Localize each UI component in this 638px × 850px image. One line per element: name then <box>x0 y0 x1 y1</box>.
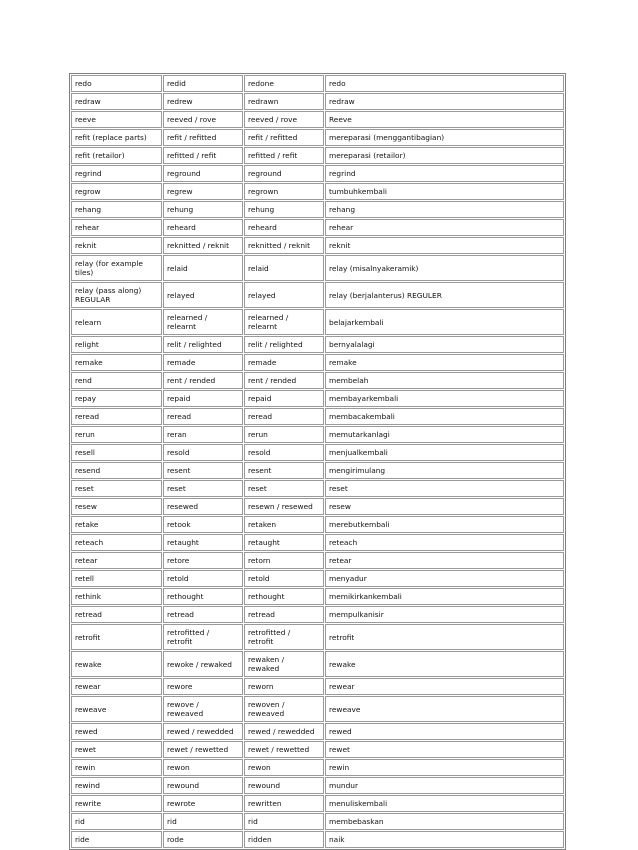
meaning-cell: rehear <box>325 219 564 236</box>
base-form-cell: rewet <box>71 741 162 758</box>
meaning-cell: resew <box>325 498 564 515</box>
past-tense-cell: remade <box>163 354 243 371</box>
past-participle-cell: rerun <box>244 426 324 443</box>
past-participle-cell: resold <box>244 444 324 461</box>
past-tense-cell: redrew <box>163 93 243 110</box>
base-form-cell: rewake <box>71 651 162 677</box>
table-row <box>71 831 564 848</box>
table-row <box>71 390 564 407</box>
past-tense-cell: rethought <box>163 588 243 605</box>
table-row <box>71 624 564 650</box>
base-form-cell: redo <box>71 75 162 92</box>
past-participle-cell: retold <box>244 570 324 587</box>
base-form-cell: resew <box>71 498 162 515</box>
past-tense-cell: retook <box>163 516 243 533</box>
meaning-cell: mereparasi (menggantibagian) <box>325 129 564 146</box>
past-participle-cell: rewon <box>244 759 324 776</box>
past-participle-cell: reset <box>244 480 324 497</box>
base-form-cell: rend <box>71 372 162 389</box>
table-row <box>71 372 564 389</box>
base-form-cell: relay (pass along) REGULAR <box>71 282 162 308</box>
past-tense-cell: rehung <box>163 201 243 218</box>
past-participle-cell: rewritten <box>244 795 324 812</box>
past-participle-cell: reknitted / reknit <box>244 237 324 254</box>
past-participle-cell: reeved / rove <box>244 111 324 128</box>
meaning-cell: Reeve <box>325 111 564 128</box>
past-tense-cell: rewove / reweaved <box>163 696 243 722</box>
base-form-cell: rewed <box>71 723 162 740</box>
base-form-cell: rehang <box>71 201 162 218</box>
past-participle-cell: relaid <box>244 255 324 281</box>
table-row <box>71 696 564 722</box>
base-form-cell: rehear <box>71 219 162 236</box>
table-row <box>71 651 564 677</box>
table-row <box>71 147 564 164</box>
past-participle-cell: ridden <box>244 831 324 848</box>
table-row <box>71 795 564 812</box>
table-row <box>71 462 564 479</box>
table-row <box>71 111 564 128</box>
past-tense-cell: rewon <box>163 759 243 776</box>
meaning-cell: mengirimulang <box>325 462 564 479</box>
past-tense-cell: relayed <box>163 282 243 308</box>
meaning-cell: belajarkembali <box>325 309 564 335</box>
past-participle-cell: refit / refitted <box>244 129 324 146</box>
meaning-cell: redo <box>325 75 564 92</box>
verb-table-body <box>71 75 564 848</box>
meaning-cell: bernyalalagi <box>325 336 564 353</box>
past-participle-cell: redone <box>244 75 324 92</box>
meaning-cell: memutarkanlagi <box>325 426 564 443</box>
base-form-cell: repay <box>71 390 162 407</box>
table-row <box>71 678 564 695</box>
past-tense-cell: rewore <box>163 678 243 695</box>
table-row <box>71 408 564 425</box>
past-tense-cell: reknitted / reknit <box>163 237 243 254</box>
meaning-cell: rewet <box>325 741 564 758</box>
meaning-cell: relay (berjalanterus) REGULER <box>325 282 564 308</box>
meaning-cell: reteach <box>325 534 564 551</box>
meaning-cell: reset <box>325 480 564 497</box>
table-row <box>71 498 564 515</box>
past-participle-cell: rewoven / reweaved <box>244 696 324 722</box>
table-row <box>71 723 564 740</box>
past-tense-cell: regrew <box>163 183 243 200</box>
past-tense-cell: rewoke / rewaked <box>163 651 243 677</box>
past-tense-cell: reheard <box>163 219 243 236</box>
past-participle-cell: redrawn <box>244 93 324 110</box>
base-form-cell: reread <box>71 408 162 425</box>
table-row <box>71 741 564 758</box>
base-form-cell: refit (replace parts) <box>71 129 162 146</box>
meaning-cell: membayarkembali <box>325 390 564 407</box>
meaning-cell: menuliskembali <box>325 795 564 812</box>
past-tense-cell: rewed / rewedded <box>163 723 243 740</box>
table-row <box>71 759 564 776</box>
meaning-cell: menyadur <box>325 570 564 587</box>
past-tense-cell: retold <box>163 570 243 587</box>
past-tense-cell: relaid <box>163 255 243 281</box>
table-row <box>71 237 564 254</box>
meaning-cell: menjualkembali <box>325 444 564 461</box>
table-row <box>71 255 564 281</box>
past-tense-cell: reset <box>163 480 243 497</box>
past-tense-cell: rewrote <box>163 795 243 812</box>
past-participle-cell: retaught <box>244 534 324 551</box>
past-tense-cell: reground <box>163 165 243 182</box>
meaning-cell: reknit <box>325 237 564 254</box>
past-tense-cell: reeved / rove <box>163 111 243 128</box>
table-row <box>71 570 564 587</box>
base-form-cell: redraw <box>71 93 162 110</box>
meaning-cell: membacakembali <box>325 408 564 425</box>
base-form-cell: reset <box>71 480 162 497</box>
table-row <box>71 480 564 497</box>
base-form-cell: ride <box>71 831 162 848</box>
past-participle-cell: reread <box>244 408 324 425</box>
past-participle-cell: reheard <box>244 219 324 236</box>
table-row <box>71 444 564 461</box>
table-row <box>71 588 564 605</box>
past-participle-cell: reworn <box>244 678 324 695</box>
irregular-verb-table <box>69 73 566 850</box>
meaning-cell: rewed <box>325 723 564 740</box>
meaning-cell: redraw <box>325 93 564 110</box>
past-participle-cell: reground <box>244 165 324 182</box>
past-tense-cell: relit / relighted <box>163 336 243 353</box>
base-form-cell: retell <box>71 570 162 587</box>
past-participle-cell: rewet / rewetted <box>244 741 324 758</box>
past-tense-cell: rode <box>163 831 243 848</box>
base-form-cell: rewind <box>71 777 162 794</box>
table-row <box>71 534 564 551</box>
table-row <box>71 336 564 353</box>
table-row <box>71 129 564 146</box>
table-row <box>71 309 564 335</box>
past-tense-cell: reread <box>163 408 243 425</box>
meaning-cell: merebutkembali <box>325 516 564 533</box>
past-tense-cell: relearned / relearnt <box>163 309 243 335</box>
past-participle-cell: relearned / relearnt <box>244 309 324 335</box>
table-row <box>71 75 564 92</box>
meaning-cell: relay (misalnyakeramik) <box>325 255 564 281</box>
past-participle-cell: rent / rended <box>244 372 324 389</box>
base-form-cell: retrofit <box>71 624 162 650</box>
base-form-cell: reeve <box>71 111 162 128</box>
base-form-cell: regrind <box>71 165 162 182</box>
meaning-cell: naik <box>325 831 564 848</box>
table-row <box>71 282 564 308</box>
past-tense-cell: retrofitted / retrofit <box>163 624 243 650</box>
base-form-cell: rewear <box>71 678 162 695</box>
past-tense-cell: refitted / refit <box>163 147 243 164</box>
past-tense-cell: resewed <box>163 498 243 515</box>
table-row <box>71 354 564 371</box>
past-participle-cell: rewed / rewedded <box>244 723 324 740</box>
past-participle-cell: relit / relighted <box>244 336 324 353</box>
base-form-cell: relearn <box>71 309 162 335</box>
table-row <box>71 426 564 443</box>
base-form-cell: reweave <box>71 696 162 722</box>
meaning-cell: rewin <box>325 759 564 776</box>
meaning-cell: membelah <box>325 372 564 389</box>
past-tense-cell: rent / rended <box>163 372 243 389</box>
base-form-cell: relay (for example tiles) <box>71 255 162 281</box>
past-participle-cell: regrown <box>244 183 324 200</box>
past-participle-cell: resent <box>244 462 324 479</box>
table-row <box>71 552 564 569</box>
meaning-cell: mereparasi (retailor) <box>325 147 564 164</box>
past-tense-cell: repaid <box>163 390 243 407</box>
base-form-cell: resend <box>71 462 162 479</box>
past-participle-cell: remade <box>244 354 324 371</box>
past-tense-cell: refit / refitted <box>163 129 243 146</box>
base-form-cell: rewrite <box>71 795 162 812</box>
past-participle-cell: resewn / resewed <box>244 498 324 515</box>
past-tense-cell: resent <box>163 462 243 479</box>
meaning-cell: remake <box>325 354 564 371</box>
base-form-cell: rid <box>71 813 162 830</box>
past-participle-cell: retaken <box>244 516 324 533</box>
past-participle-cell: rid <box>244 813 324 830</box>
meaning-cell: memikirkankembali <box>325 588 564 605</box>
meaning-cell: mempulkanisir <box>325 606 564 623</box>
base-form-cell: retear <box>71 552 162 569</box>
meaning-cell: rehang <box>325 201 564 218</box>
past-tense-cell: retread <box>163 606 243 623</box>
past-tense-cell: retaught <box>163 534 243 551</box>
table-row <box>71 606 564 623</box>
base-form-cell: rethink <box>71 588 162 605</box>
base-form-cell: retake <box>71 516 162 533</box>
meaning-cell: tumbuhkembali <box>325 183 564 200</box>
base-form-cell: rewin <box>71 759 162 776</box>
past-tense-cell: rid <box>163 813 243 830</box>
base-form-cell: relight <box>71 336 162 353</box>
base-form-cell: regrow <box>71 183 162 200</box>
table-row <box>71 93 564 110</box>
table-row <box>71 219 564 236</box>
past-participle-cell: retorn <box>244 552 324 569</box>
base-form-cell: rerun <box>71 426 162 443</box>
table-row <box>71 183 564 200</box>
past-participle-cell: rehung <box>244 201 324 218</box>
past-participle-cell: retrofitted / retrofit <box>244 624 324 650</box>
past-participle-cell: rewaken / rewaked <box>244 651 324 677</box>
base-form-cell: refit (retailor) <box>71 147 162 164</box>
base-form-cell: retread <box>71 606 162 623</box>
base-form-cell: remake <box>71 354 162 371</box>
past-tense-cell: redid <box>163 75 243 92</box>
meaning-cell: rewake <box>325 651 564 677</box>
past-participle-cell: refitted / refit <box>244 147 324 164</box>
past-participle-cell: retread <box>244 606 324 623</box>
meaning-cell: membebaskan <box>325 813 564 830</box>
meaning-cell: retrofit <box>325 624 564 650</box>
base-form-cell: reteach <box>71 534 162 551</box>
meaning-cell: regrind <box>325 165 564 182</box>
base-form-cell: reknit <box>71 237 162 254</box>
past-participle-cell: repaid <box>244 390 324 407</box>
base-form-cell: resell <box>71 444 162 461</box>
table-row <box>71 777 564 794</box>
table-row <box>71 516 564 533</box>
past-tense-cell: rewet / rewetted <box>163 741 243 758</box>
meaning-cell: mundur <box>325 777 564 794</box>
table-row <box>71 201 564 218</box>
past-participle-cell: rewound <box>244 777 324 794</box>
meaning-cell: retear <box>325 552 564 569</box>
past-tense-cell: rewound <box>163 777 243 794</box>
past-tense-cell: reran <box>163 426 243 443</box>
meaning-cell: reweave <box>325 696 564 722</box>
past-participle-cell: rethought <box>244 588 324 605</box>
table-row <box>71 165 564 182</box>
past-participle-cell: relayed <box>244 282 324 308</box>
past-tense-cell: retore <box>163 552 243 569</box>
meaning-cell: rewear <box>325 678 564 695</box>
table-row <box>71 813 564 830</box>
past-tense-cell: resold <box>163 444 243 461</box>
